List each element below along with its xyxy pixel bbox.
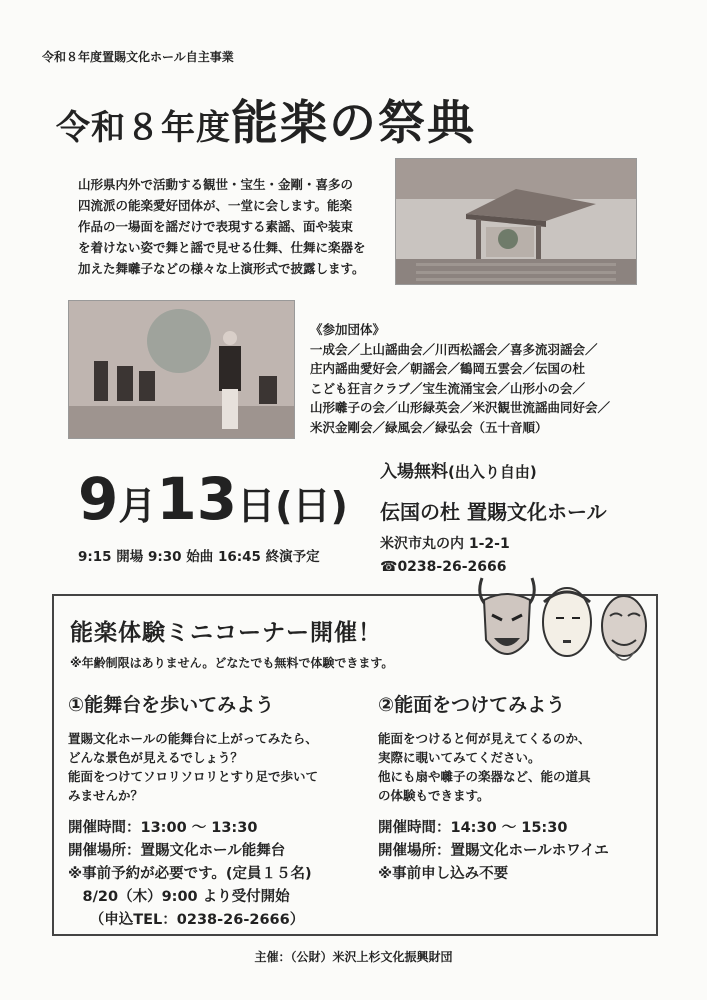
onna-mask-icon bbox=[543, 588, 591, 656]
desc-line: 実際に覗いてみてください。 bbox=[378, 750, 541, 765]
experience-heading: ①能舞台を歩いてみよう bbox=[68, 694, 275, 716]
corner-title: 能楽体験ミニコーナー開催！ bbox=[70, 620, 382, 646]
desc-line: 他にも扇や囃子の楽器など、能の道具 bbox=[378, 769, 591, 784]
date-day: 13 bbox=[156, 465, 238, 533]
venue-name: 伝国の杜 置賜文化ホール bbox=[380, 500, 607, 524]
performance-image bbox=[69, 301, 294, 438]
venue-address: 米沢市丸の内 1-2-1 bbox=[380, 536, 510, 552]
organizer-label: 令和８年度置賜文化ホール自主事業 bbox=[42, 50, 234, 64]
intro-line: 山形県内外で活動する観世・宝生・金剛・喜多の bbox=[78, 177, 354, 192]
info-line: ※事前予約が必要です。(定員１５名) bbox=[68, 866, 312, 882]
info-line: （申込TEL：0238-26-2666） bbox=[68, 912, 305, 928]
noh-masks-illustration bbox=[472, 570, 652, 670]
desc-line: みませんか？ bbox=[68, 788, 144, 803]
group-line: 一成会／上山謡曲会／川西松謡会／喜多流羽謡会／ bbox=[310, 341, 598, 357]
experience-info bbox=[378, 817, 658, 886]
admission-fee: 入場無料 bbox=[380, 462, 448, 482]
date-month-unit: 月 bbox=[118, 484, 157, 528]
intro-line: 加えた舞囃子などの様々な上演形式で披露します。 bbox=[78, 261, 365, 276]
experience-walk-stage bbox=[68, 690, 368, 932]
experience-description bbox=[68, 729, 368, 805]
date-day-unit: 日 bbox=[237, 484, 276, 528]
okina-mask-icon bbox=[602, 596, 646, 660]
experience-description bbox=[378, 729, 658, 805]
group-line: 米沢金剛会／緑風会／緑弘会（五十音順） bbox=[310, 419, 548, 435]
info-line: 開催場所：置賜文化ホールホワイエ bbox=[378, 843, 609, 859]
performance-photo bbox=[68, 300, 295, 439]
experience-wear-mask bbox=[378, 690, 658, 886]
desc-line: どんな景色が見えるでしょう？ bbox=[68, 750, 243, 765]
desc-line: 能面をつけてソロリソロリとすり足で歩いて bbox=[68, 769, 319, 784]
venue-info bbox=[380, 457, 607, 575]
info-line: 開催時間：13:00 ～ 13:30 bbox=[68, 820, 258, 836]
title-prefix: 令和８年度 bbox=[56, 108, 231, 148]
desc-line: 能面をつけると何が見えてくるのか、 bbox=[378, 731, 591, 746]
date-weekday: (日) bbox=[275, 484, 348, 528]
experience-heading: ②能面をつけてみよう bbox=[378, 694, 566, 716]
experience-info bbox=[68, 817, 368, 932]
groups-heading: 《参加団体》 bbox=[310, 322, 386, 337]
desc-line: 置賜文化ホールの能舞台に上がってみたら、 bbox=[68, 731, 318, 746]
group-line: 山形囃子の会／山形緑英会／米沢観世流謡曲同好会／ bbox=[310, 400, 611, 415]
noh-stage-photo bbox=[395, 158, 637, 285]
event-date bbox=[78, 465, 348, 533]
venue-phone: ☎0238-26-2666 bbox=[380, 559, 507, 575]
intro-line: を着けない姿で舞と謡で見せる仕舞、仕舞に楽器を bbox=[78, 240, 366, 255]
info-line: 8/20（木）9:00 より受付開始 bbox=[68, 889, 290, 905]
corner-note: ※年齢制限はありません。どなたでも無料で体験できます。 bbox=[70, 656, 394, 670]
hannya-mask-icon bbox=[480, 578, 535, 654]
intro-line: 作品の一場面を謡だけで表現する素謡、面や装束 bbox=[78, 219, 354, 234]
group-line: こども狂言クラブ／宝生流涌宝会／山形小の会／ bbox=[310, 380, 586, 396]
info-line: ※事前申し込み不要 bbox=[378, 866, 509, 882]
desc-line: の体験もできます。 bbox=[378, 788, 490, 803]
admission-note: (出入り自由) bbox=[448, 463, 537, 481]
date-month: 9 bbox=[78, 465, 119, 533]
intro-line: 四流派の能楽愛好団体が、一堂に会します。能楽 bbox=[78, 198, 353, 213]
participating-groups bbox=[310, 320, 650, 437]
intro-text bbox=[78, 174, 378, 279]
page-title bbox=[56, 86, 476, 153]
event-times: 9:15 開場 9:30 始曲 16:45 終演予定 bbox=[78, 549, 320, 565]
title-main: 能楽の祭典 bbox=[231, 96, 476, 151]
info-line: 開催場所：置賜文化ホール能舞台 bbox=[68, 843, 286, 859]
sponsor-credit: 主催：（公財）米沢上杉文化振興財団 bbox=[254, 950, 453, 964]
info-line: 開催時間：14:30 ～ 15:30 bbox=[378, 820, 568, 836]
group-line: 庄内謡曲愛好会／朝謡会／鶴岡五雲会／伝国の杜 bbox=[310, 361, 586, 376]
noh-stage-image bbox=[396, 159, 636, 284]
